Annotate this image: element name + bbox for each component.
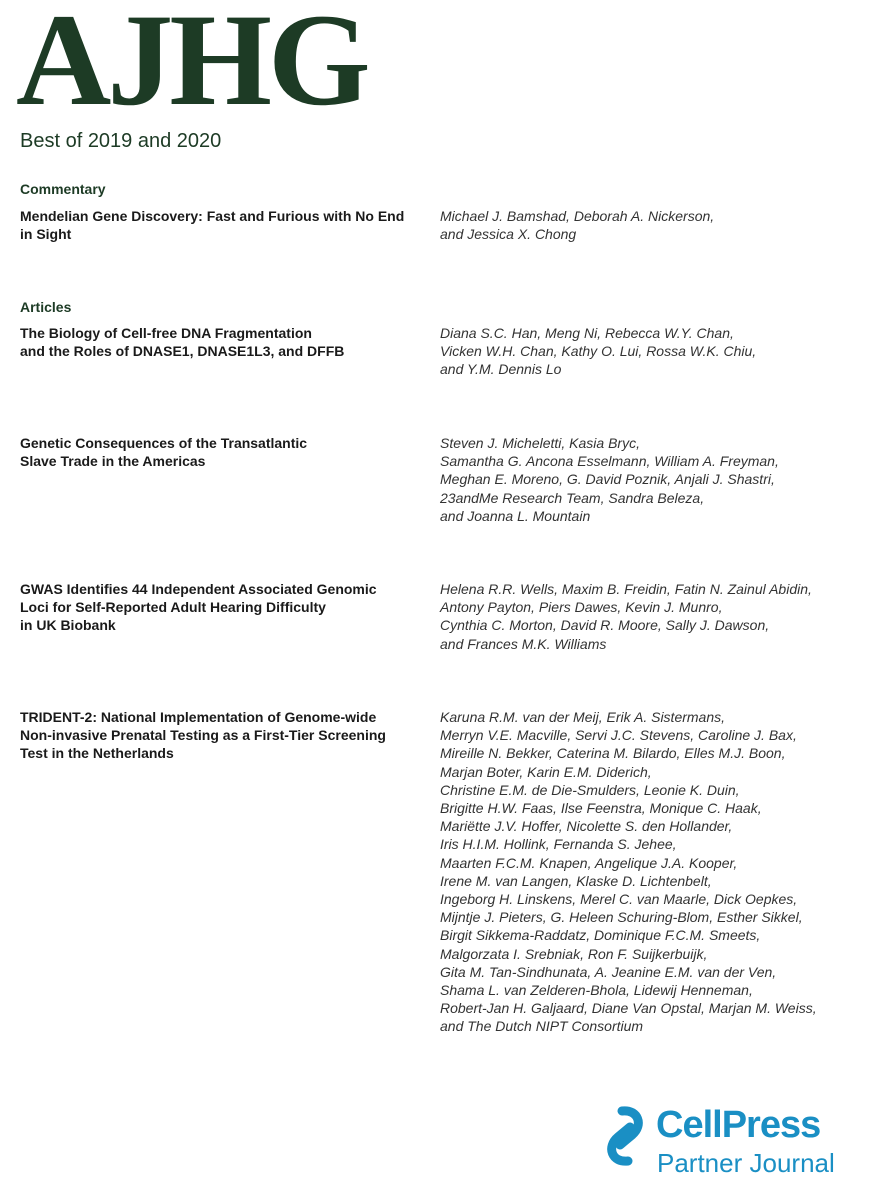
author-line: and Frances M.K. Williams	[440, 635, 607, 652]
author-line: Marjan Boter, Karin E.M. Diderich,	[440, 763, 652, 780]
title-line: in Sight	[20, 226, 72, 242]
entry-title-commentary-1[interactable]	[20, 207, 425, 243]
author-line: Diana S.C. Han, Meng Ni, Rebecca W.Y. Chan,	[440, 325, 734, 341]
entry-title-article-4[interactable]	[20, 708, 425, 762]
author-line: Helena R.R. Wells, Maxim B. Freidin, Fatin N. Zainul Abidin,	[440, 581, 812, 597]
author-line: Iris H.I.M. Hollink, Fernanda S. Jehee,	[440, 836, 677, 853]
entry-authors-article-1	[440, 324, 840, 379]
entry-title-article-2[interactable]	[20, 434, 425, 470]
author-line: Robert-Jan H. Galjaard, Diane Van Opstal, Marjan M. Weiss,	[440, 1000, 817, 1017]
author-line: 23andMe Research Team, Sandra Beleza,	[440, 489, 705, 506]
entry-authors-commentary-1	[440, 207, 840, 243]
entry-authors-article-3	[440, 580, 840, 653]
section-heading-commentary: Commentary	[20, 181, 106, 197]
author-line: and Joanna L. Mountain	[440, 507, 591, 524]
entry-authors-article-2	[440, 434, 840, 525]
author-line: Brigitte H.W. Faas, Ilse Feenstra, Monique C. Haak,	[440, 800, 762, 817]
title-line: Non-invasive Prenatal Testing as a First-Tier Screening	[20, 727, 386, 743]
title-line: TRIDENT-2: National Implementation of Genome-wide	[20, 709, 377, 725]
title-line: in UK Biobank	[20, 617, 116, 633]
journal-logo: AJHG	[16, 0, 367, 133]
entry-title-article-3[interactable]	[20, 580, 425, 634]
author-line: Vicken W.H. Chan, Kathy O. Lui, Rossa W.K. Chiu,	[440, 343, 757, 360]
author-line: Shama L. van Zelderen-Bhola, Lidewij Henneman,	[440, 982, 753, 999]
author-line: Samantha G. Ancona Esselmann, William A. Freyman,	[440, 453, 779, 470]
author-line: Mireille N. Bekker, Caterina M. Bilardo, Elles M.J. Boon,	[440, 745, 786, 762]
author-line: Antony Payton, Piers Dawes, Kevin J. Munro,	[440, 599, 723, 616]
author-line: Meghan E. Moreno, G. David Poznik, Anjali J. Shastri,	[440, 471, 775, 488]
cellpress-brand-subtitle: Partner Journal	[657, 1148, 835, 1178]
title-line: The Biology of Cell-free DNA Fragmentation	[20, 325, 312, 341]
section-heading-articles: Articles	[20, 299, 72, 315]
author-line: Karuna R.M. van der Meij, Erik A. Sistermans,	[440, 709, 726, 725]
author-line: and Y.M. Dennis Lo	[440, 361, 562, 378]
page-subtitle: Best of 2019 and 2020	[20, 130, 222, 152]
title-line: Mendelian Gene Discovery: Fast and Furious with No End	[20, 208, 405, 224]
title-line: Test in the Netherlands	[20, 745, 174, 761]
title-line: Genetic Consequences of the Transatlantic	[20, 435, 308, 451]
author-line: Cynthia C. Morton, David R. Moore, Sally J. Dawson,	[440, 617, 770, 634]
title-line: Loci for Self-Reported Adult Hearing Difficulty	[20, 599, 326, 615]
author-line: and Jessica X. Chong	[440, 226, 577, 243]
author-line: Mariëtte J.V. Hoffer, Nicolette S. den Hollander,	[440, 818, 733, 835]
author-line: and The Dutch NIPT Consortium	[440, 1018, 644, 1035]
author-line: Birgit Sikkema-Raddatz, Dominique F.C.M. Smeets,	[440, 927, 761, 944]
entry-title-article-1[interactable]	[20, 324, 425, 360]
author-line: Maarten F.C.M. Knapen, Angelique J.A. Kooper,	[440, 854, 738, 871]
author-line: Irene M. van Langen, Klaske D. Lichtenbelt,	[440, 872, 712, 889]
author-line: Steven J. Micheletti, Kasia Bryc,	[440, 435, 640, 451]
entry-authors-article-4	[440, 708, 840, 1036]
cellpress-brand-name: CellPress	[656, 1104, 821, 1146]
title-line: and the Roles of DNASE1, DNASE1L3, and DFFB	[20, 343, 345, 359]
author-line: Mijntje J. Pieters, G. Heleen Schuring-Blom, Esther Sikkel,	[440, 909, 803, 926]
author-line: Malgorzata I. Srebniak, Ron F. Suijkerbuijk,	[440, 945, 708, 962]
author-line: Merryn V.E. Macville, Servi J.C. Stevens, Caroline J. Bax,	[440, 727, 797, 744]
title-line: GWAS Identifies 44 Independent Associated Genomic	[20, 581, 377, 597]
author-line: Christine E.M. de Die-Smulders, Leonie K. Duin,	[440, 781, 740, 798]
author-line: Michael J. Bamshad, Deborah A. Nickerson,	[440, 208, 715, 224]
author-line: Ingeborg H. Linskens, Merel C. van Maarle, Dick Oepkes,	[440, 891, 798, 908]
title-line: Slave Trade in the Americas	[20, 453, 206, 469]
author-line: Gita M. Tan-Sindhunata, A. Jeanine E.M. van der Ven,	[440, 963, 777, 980]
